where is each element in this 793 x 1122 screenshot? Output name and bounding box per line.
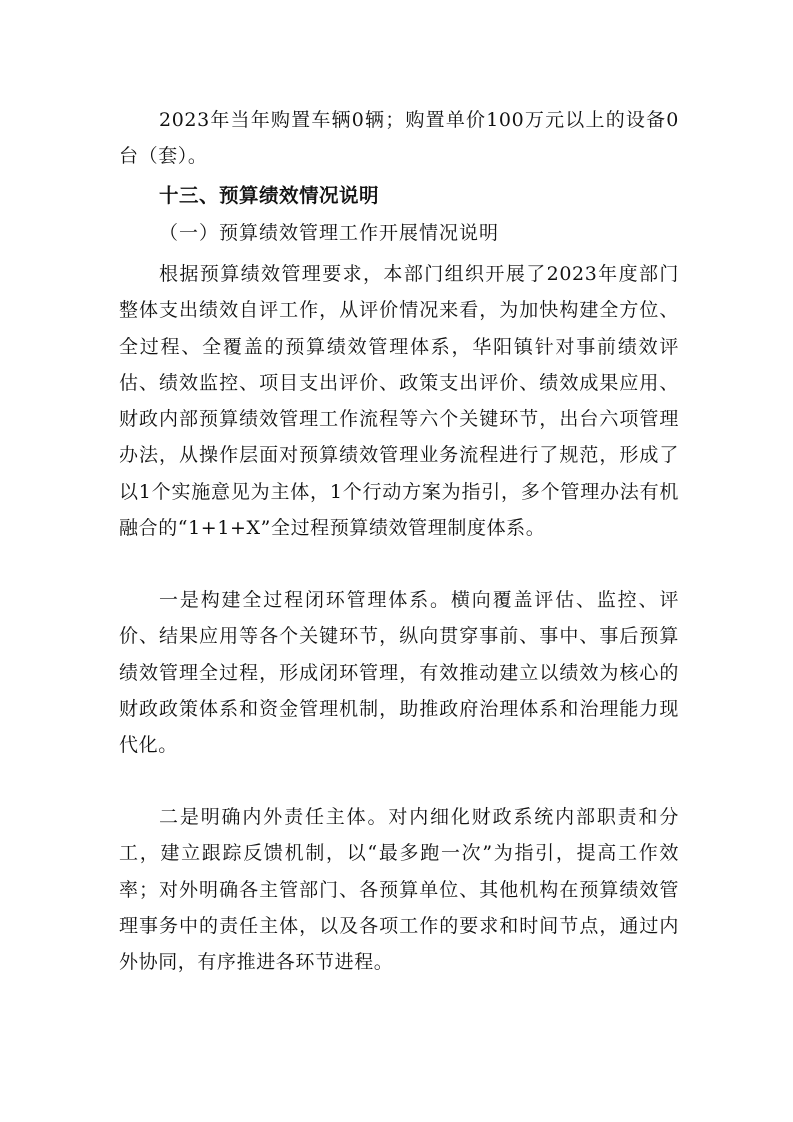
point-one-paragraph: 一是构建全过程闭环管理体系。横向覆盖评估、监控、评价、结果应用等各个关键环节，纵向贯穿事前、事中、事后预算绩效管理全过程，形成闭环管理，有效推动建立以绩效为核心的财政政策体系和资金管理机制，助推政府治理体系和治理能力现代化。 xyxy=(119,589,679,757)
intro-paragraph: 根据预算绩效管理要求，本部门组织开展了2023年度部门整体支出绩效自评工作，从评价情况来看，为加快构建全方位、全过程、全覆盖的预算绩效管理体系，华阳镇针对事前绩效评估、绩效监控、项目支出评价、政策支出评价、绩效成果应用、财政内部预算绩效管理工作流程等六个关键环节，出台六项管理办法，从操作层面对预算绩效管理业务流程进行了规范，形成了以1个实施意见为主体，1个行动方案为指引，多个管理办法有机融合的“1+1+X”全过程预算绩效管理制度体系。 xyxy=(119,263,679,540)
vehicle-purchase-paragraph: 2023年当年购置车辆0辆；购置单价100万元以上的设备0台（套）。 xyxy=(119,109,679,168)
section-heading: 十三、预算绩效情况说明 xyxy=(159,184,380,207)
point-two-paragraph: 二是明确内外责任主体。对内细化财政系统内部职责和分工，建立跟踪反馈机制，以“最多跑一次”为指引，提高工作效率；对外明确各主管部门、各预算单位、其他机构在预算绩效管理事务中的责任主体，以及各项工作的要求和时间节点，通过内外协同，有序推进各环节进程。 xyxy=(119,806,679,974)
subsection-heading: （一）预算绩效管理工作开展情况说明 xyxy=(159,222,500,244)
